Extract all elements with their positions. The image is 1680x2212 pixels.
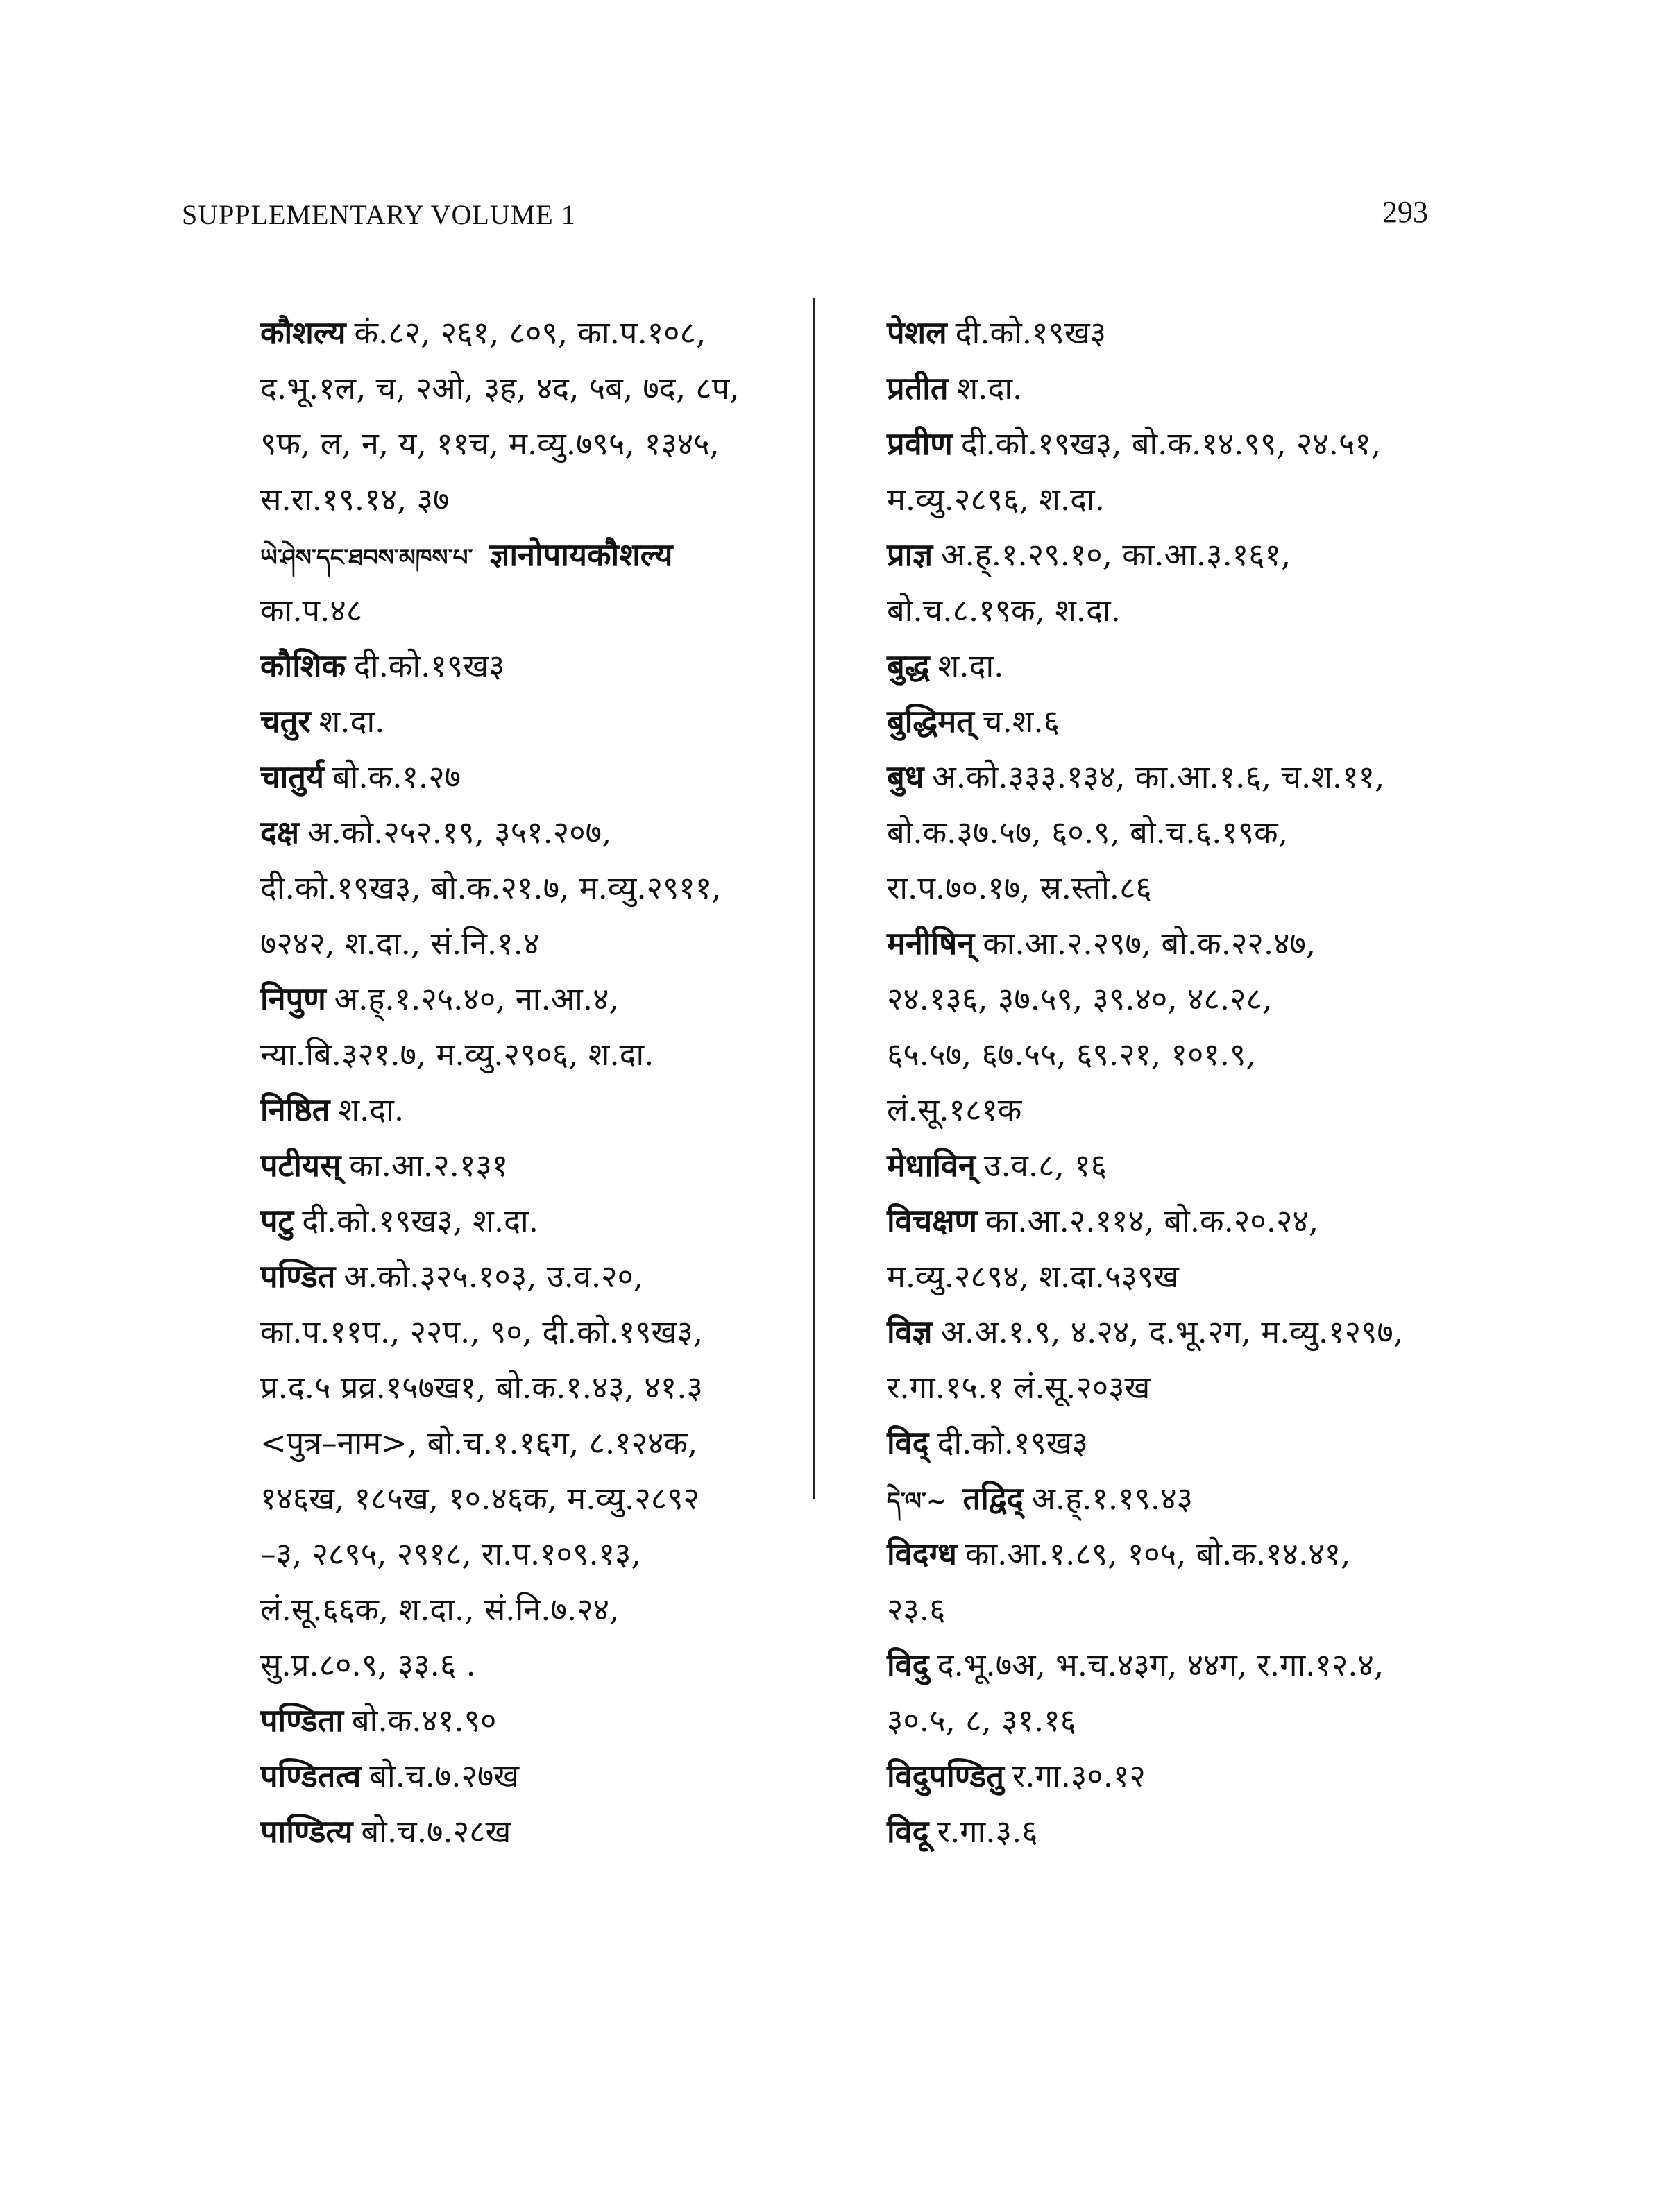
index-line	[887, 1415, 1456, 1471]
references: ६५.५७, ६७.५५, ६९.२१, १०१.९,	[887, 1036, 1256, 1073]
references: कं.८२, २६१, ८०९, का.प.१०८,	[354, 314, 706, 351]
index-line	[887, 527, 1456, 583]
headword: विज्ञ	[887, 1313, 933, 1350]
headword: पण्डित	[260, 1258, 336, 1295]
references: उ.व.८, १६	[983, 1147, 1107, 1184]
references: बो.च.७.२८ख	[361, 1813, 511, 1850]
index-line	[887, 1138, 1456, 1193]
references: <पुत्र–नाम>, बो.च.१.१६ग, ८.१२४क,	[260, 1424, 698, 1461]
headword: कौशल्य	[260, 314, 346, 351]
references: लं.सू.६६क, श.दा., सं.नि.७.२४,	[260, 1591, 620, 1628]
index-line	[260, 1249, 815, 1304]
headword: प्रतीत	[887, 370, 949, 407]
references: श.दा.	[937, 647, 1004, 684]
headword: ज्ञानोपायकौशल्य	[489, 536, 673, 573]
running-head: SUPPLEMENTARY VOLUME 1	[182, 199, 576, 230]
references: बो.क.१.२७	[332, 758, 461, 795]
references: बो.च.७.२७ख	[369, 1758, 520, 1794]
index-line	[260, 1526, 815, 1582]
references: अ.को.३२५.१०३, उ.व.२०,	[343, 1258, 644, 1295]
index-line	[887, 361, 1456, 416]
references: का.आ.२.११४, बो.क.२०.२४,	[985, 1202, 1319, 1239]
headword: निपुण	[260, 980, 326, 1017]
index-line	[260, 583, 815, 638]
references: दी.को.१९ख३	[955, 314, 1107, 351]
index-line	[260, 694, 815, 749]
headword: दक्ष	[260, 814, 300, 851]
headword: कौशिक	[260, 647, 346, 684]
index-line	[260, 361, 815, 416]
index-line	[260, 305, 815, 361]
headword: विदु	[887, 1647, 929, 1683]
index-line	[260, 1360, 815, 1415]
index-line	[887, 1582, 1456, 1637]
references: –३, २८९५, २९१८, रा.प.१०९.१३,	[260, 1535, 641, 1572]
index-line	[887, 1360, 1456, 1415]
headword: विद्	[887, 1424, 929, 1461]
headword: पण्डिता	[260, 1702, 343, 1739]
references: श.दा.	[338, 1091, 405, 1128]
index-line	[260, 860, 815, 916]
references: द.भू.१ल, च, २ओ, ३ह, ४द, ५ब, ७द, ८प,	[260, 370, 740, 407]
references: २४.१३६, ३७.५९, ३९.४०, ४८.२८,	[887, 980, 1273, 1017]
references: दी.को.१९ख३, बो.क.१४.९९, २४.५१,	[960, 425, 1382, 462]
references: ७२४२, श.दा., सं.नि.१.४	[260, 925, 540, 962]
headword: मनीषिन्	[887, 925, 975, 962]
headword: प्राज्ञ	[887, 536, 933, 573]
references: बो.क.४१.९०	[351, 1702, 497, 1739]
index-line	[887, 916, 1456, 971]
references: ३०.५, ८, ३१.१६	[887, 1702, 1077, 1739]
index-line	[260, 1637, 815, 1693]
headword: मेधाविन्	[887, 1147, 976, 1184]
index-line	[260, 1693, 815, 1749]
references: स.रा.१९.१४, ३७	[260, 481, 450, 518]
index-line	[260, 472, 815, 527]
references: अ.अ.१.९, ४.२४, द.भू.२ग, म.व्यु.१२९७,	[940, 1313, 1404, 1350]
references: का.प.११प., २२प., ९०, दी.को.१९ख३,	[260, 1313, 704, 1350]
references: अ.को.२५२.१९, ३५१.२०७,	[307, 814, 612, 851]
index-line	[887, 638, 1456, 694]
index-line	[260, 916, 815, 971]
headword: पटीयस्	[260, 1147, 341, 1184]
references: र.गा.३०.१२	[1012, 1758, 1146, 1794]
index-line	[887, 1249, 1456, 1304]
headword: विदुपण्डितु	[887, 1758, 1004, 1794]
index-line	[887, 1193, 1456, 1249]
references: दी.को.१९ख३, श.दा.	[302, 1202, 539, 1239]
headword: विचक्षण	[887, 1202, 978, 1239]
headword: निष्ठित	[260, 1091, 330, 1128]
headword: विदू	[887, 1813, 929, 1850]
index-line	[887, 1471, 1456, 1526]
index-line	[887, 472, 1456, 527]
references: लं.सू.१८१क	[887, 1091, 1022, 1128]
references: २३.६	[887, 1591, 946, 1628]
index-line	[887, 860, 1456, 916]
references: द.भू.७अ, भ.च.४३ग, ४४ग, र.गा.१२.४,	[937, 1647, 1384, 1683]
index-line	[887, 1693, 1456, 1749]
references: दी.को.१९ख३	[354, 647, 505, 684]
references: प्र.द.५ प्रव्र.१५७ख१, बो.क.१.४३, ४१.३	[260, 1369, 703, 1406]
headword: पटु	[260, 1202, 294, 1239]
right-column	[887, 305, 1456, 1860]
tibetan-term: ཡེ་ཤེས་དང་ཐབས་མཁས་པ་	[260, 544, 473, 572]
references: का.आ.२.२९७, बो.क.२२.४७,	[983, 925, 1316, 962]
headword: बुद्धिमत्	[887, 703, 974, 740]
references: रा.प.७०.१७, स्र.स्तो.८६	[887, 869, 1152, 906]
index-line	[260, 1582, 815, 1637]
references: ९फ, ल, न, य, ११च, म.व्यु.७९५, १३४५,	[260, 425, 720, 462]
headword: पण्डितत्व	[260, 1758, 362, 1794]
headword: बुद्ध	[887, 647, 930, 684]
headword: पेशल	[887, 314, 947, 351]
references: च.श.६	[982, 703, 1060, 740]
references: १४६ख, १८५ख, १०.४६क, म.व्यु.२८९२	[260, 1480, 699, 1517]
references: म.व्यु.२८९६, श.दा.	[887, 481, 1105, 518]
references: सु.प्र.८०.९, ३३.६ .	[260, 1647, 476, 1683]
references: बो.क.३७.५७, ६०.९, बो.च.६.१९क,	[887, 814, 1289, 851]
references: म.व्यु.२८९४, श.दा.५३९ख	[887, 1258, 1179, 1295]
headword: चातुर्य	[260, 758, 324, 795]
index-line	[260, 638, 815, 694]
column-divider	[813, 298, 815, 1499]
index-line	[260, 1804, 815, 1860]
index-line	[887, 583, 1456, 638]
page-number: 293	[1382, 195, 1428, 229]
index-line	[887, 1526, 1456, 1582]
references: र.गा.३.६	[937, 1813, 1038, 1850]
references: श.दा.	[956, 370, 1023, 407]
references: न्या.बि.३२१.७, म.व्यु.२९०६, श.दा.	[260, 1036, 654, 1073]
index-line	[260, 1415, 815, 1471]
index-line	[887, 971, 1456, 1027]
index-line	[887, 1082, 1456, 1138]
references: दी.को.१९ख३	[937, 1424, 1088, 1461]
index-line	[260, 1082, 815, 1138]
references: दी.को.१९ख३, बो.क.२१.७, म.व्यु.२९११,	[260, 869, 722, 906]
index-line	[260, 416, 815, 472]
headword: तद्विद्	[962, 1480, 1024, 1517]
index-line	[260, 527, 815, 583]
left-column	[260, 305, 815, 1860]
index-line	[260, 1471, 815, 1526]
index-line	[260, 1027, 815, 1082]
headword: विदग्ध	[887, 1535, 957, 1572]
index-line	[260, 749, 815, 805]
headword: चतुर	[260, 703, 311, 740]
headword: प्रवीण	[887, 425, 953, 462]
references: अ.को.३३३.१३४, का.आ.१.६, च.श.११,	[932, 758, 1385, 795]
references: बो.च.८.१९क, श.दा.	[887, 592, 1121, 629]
references: अ.ह्.१.२५.४०, ना.आ.४,	[334, 980, 619, 1017]
index-line	[887, 1304, 1456, 1360]
index-line	[887, 749, 1456, 805]
index-line	[887, 1027, 1456, 1082]
index-line	[260, 971, 815, 1027]
index-line	[887, 1637, 1456, 1693]
index-line	[887, 1804, 1456, 1860]
index-line	[260, 1193, 815, 1249]
references: अ.ह्.१.२९.१०, का.आ.३.१६१,	[941, 536, 1291, 573]
references: र.गा.१५.१ लं.सू.२०३ख	[887, 1369, 1151, 1406]
references: का.आ.२.१३१	[349, 1147, 509, 1184]
index-line	[260, 1304, 815, 1360]
index-line	[260, 805, 815, 860]
index-line	[260, 1749, 815, 1804]
index-line	[887, 1749, 1456, 1804]
references: का.प.४८	[260, 592, 363, 629]
tibetan-term: དེ་ལ་~	[887, 1488, 947, 1515]
index-line	[887, 805, 1456, 860]
headword: पाण्डित्य	[260, 1813, 353, 1850]
index-line	[887, 416, 1456, 472]
references: अ.ह्.१.१९.४३	[1031, 1480, 1194, 1517]
references: का.आ.१.८९, १०५, बो.क.१४.४१,	[965, 1535, 1351, 1572]
index-line	[887, 694, 1456, 749]
headword: बुध	[887, 758, 924, 795]
index-line	[887, 305, 1456, 361]
references: श.दा.	[319, 703, 385, 740]
index-line	[260, 1138, 815, 1193]
